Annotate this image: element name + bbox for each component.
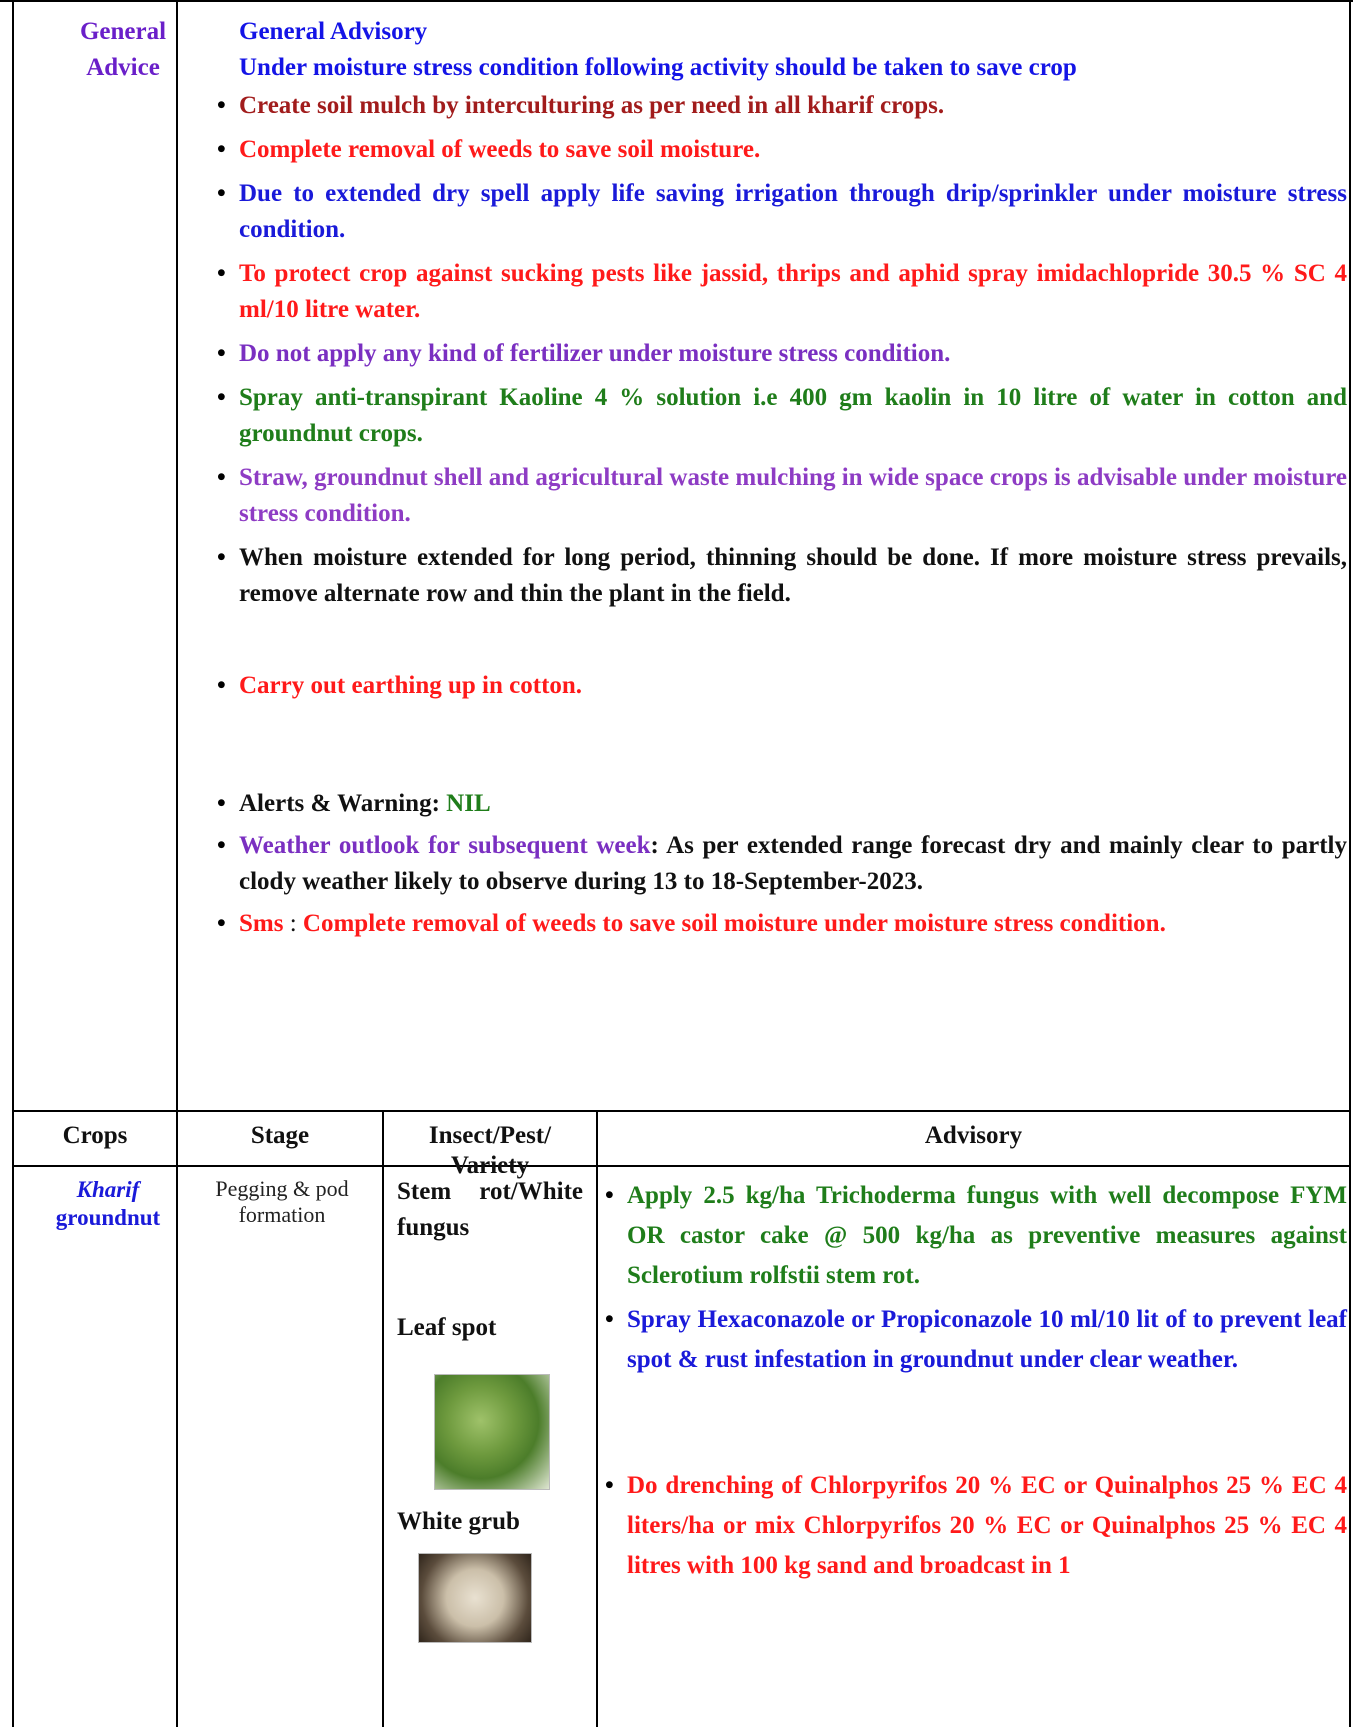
crop-cell [38,1176,178,1232]
list-item: • Do not apply any kind of fertilizer under moisture stress condition. [239,336,1347,372]
row-divider-general [12,1110,1351,1112]
list-item: • Spray anti-transpirant Kaoline 4 % solution i.e 400 gm kaolin in 10 litre of water in cotton and groundnut crops. [239,380,1347,452]
list-item-alerts [239,786,1347,822]
header-crops: Crops [62,1122,128,1149]
crop-name: groundnut [55,1205,161,1230]
sms-separator: : [283,910,303,937]
list-item: • Create soil mulch by interculturing as per need in all kharif crops. [239,88,1347,124]
general-advice-label-line2: Advice [86,54,160,81]
header-pest [384,1121,596,1181]
header-advisory: Advisory [924,1122,1023,1149]
list-item-sms [239,906,1347,942]
column-divider-1 [176,0,178,1727]
column-divider-3 [596,1110,598,1727]
list-item: • Straw, groundnut shell and agricultural waste mulching in wide space crops is advisable under moisture stress condition. [239,460,1347,532]
advisory-item: • Do drenching of Chlorpyrifos 20 % EC or Quinalphos 25 % EC 4 liters/ha or mix Chlorpyrifos 20 % EC or Quinalphos 25 % EC 4 litres with 100 kg sand and broadcast in 1 [627,1466,1347,1586]
outlook-text: : As per extended range forecast dry and mainly clear to partly clody weather likely to observe during 13 to 18-September-2023. [239,832,1347,895]
advisory-item: • Spray Hexaconazole or Propiconazole 10 ml/10 lit of to prevent leaf spot & rust infestation in groundnut under clear weather. [627,1300,1347,1380]
list-item: • Complete removal of weeds to save soil moisture. [239,132,1347,168]
row-divider-header [12,1165,1351,1167]
header-pest-line1: Insect/Pest/ [428,1122,552,1149]
table-border-right [1349,0,1351,1727]
advisory-list [627,1176,1347,1586]
sms-text: Complete removal of weeds to save soil moisture under moisture stress condition. [302,910,1166,937]
list-item: • When moisture extended for long period, thinning should be done. If more moisture stress prevails, remove alternate row and thin the plant in the field. [239,540,1347,612]
general-advice-list [239,88,1347,942]
alerts-value: NIL [446,790,491,817]
list-item-earthing: • Carry out earthing up in cotton. [239,668,1347,704]
list-item-outlook [239,828,1347,900]
header-stage: Stage [250,1122,310,1149]
list-item: • To protect crop against sucking pests like jassid, thrips and aphid spray imidachlopride 30.5 % SC 4 ml/10 litre water. [239,256,1347,328]
white-grub-image [418,1553,532,1643]
leaf-spot-image [434,1374,550,1490]
header-pest-line2: Variety [450,1152,530,1179]
alerts-label: Alerts & Warning: [239,790,447,817]
stage-cell: Pegging & pod formation [215,1176,349,1227]
sms-label: Sms [239,910,284,937]
outlook-label: Weather outlook for subsequent week [239,832,651,859]
advisory-cell [627,1176,1347,1586]
general-advice-label-line1: General [79,18,167,45]
table-border-top [0,0,1353,2]
table-border-left [12,0,14,1727]
advisory-item: • Apply 2.5 kg/ha Trichoderma fungus with well decompose FYM OR castor cake @ 500 kg/ha as preventive measures against Sclerotium rolfstii stem rot. [627,1176,1347,1296]
general-advisory-title: General Advisory [239,18,428,45]
general-advisory-subtitle: Under moisture stress condition following activity should be taken to save crop [239,54,1077,81]
pest-stem-rot: Stem rot/White fungus [397,1178,583,1241]
pest-leaf-spot: Leaf spot [397,1314,497,1341]
crop-season: Kharif [76,1177,140,1202]
general-advice-body [239,14,1347,942]
pest-white-grub: White grub [397,1508,520,1535]
column-divider-2 [382,1110,384,1727]
list-item: • Due to extended dry spell apply life saving irrigation through drip/sprinkler under moisture stress condition. [239,176,1347,248]
general-advice-label [56,14,190,86]
